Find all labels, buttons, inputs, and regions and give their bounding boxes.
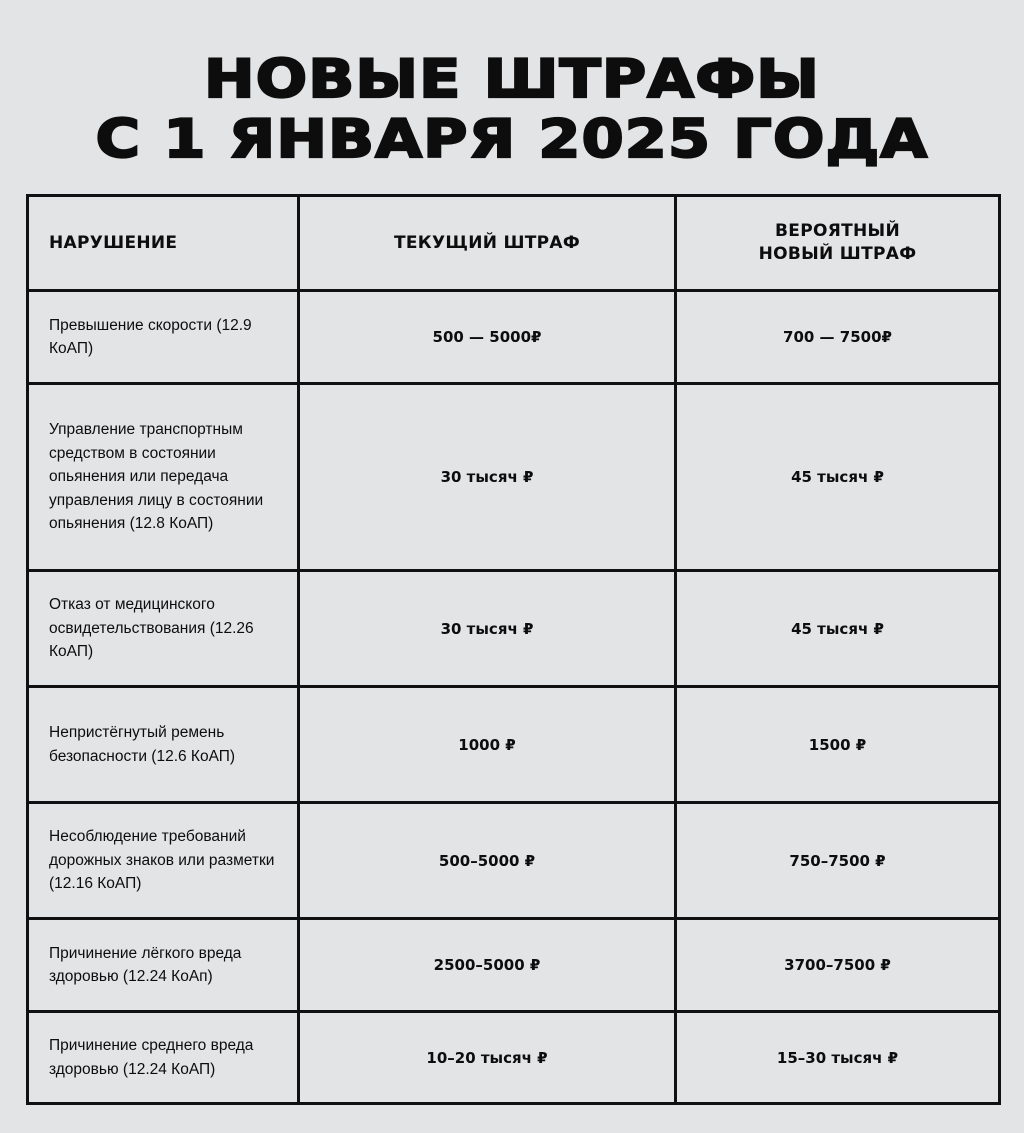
current-fine-cell: 30 тысяч ₽ [299, 571, 676, 687]
current-fine-cell: 500–5000 ₽ [299, 803, 676, 919]
page-title [0, 50, 1024, 170]
violation-cell: Отказ от медицинского освидетельствования (12.26 КоАП) [28, 571, 299, 687]
title-line-2: С 1 ЯНВАРЯ 2025 ГОДА [95, 109, 929, 170]
violation-cell: Несоблюдение требований дорожных знаков или разметки (12.16 КоАП) [28, 803, 299, 919]
header-new-fine-line-2: НОВЫЙ ШТРАФ [758, 244, 917, 264]
violation-cell: Непристёгнутый ремень безопасности (12.6 КоАП) [28, 687, 299, 803]
table-row [28, 291, 1000, 384]
current-fine-cell: 2500–5000 ₽ [299, 919, 676, 1012]
new-fine-cell: 45 тысяч ₽ [676, 384, 1000, 571]
current-fine-cell: 10–20 тысяч ₽ [299, 1012, 676, 1104]
title-line-1: НОВЫЕ ШТРАФЫ [204, 49, 820, 110]
header-new-fine [676, 196, 1000, 291]
table-row [28, 687, 1000, 803]
current-fine-cell: 30 тысяч ₽ [299, 384, 676, 571]
header-violation: НАРУШЕНИЕ [28, 196, 299, 291]
table-row [28, 1012, 1000, 1104]
table-row [28, 919, 1000, 1012]
table-row [28, 803, 1000, 919]
new-fine-cell: 750–7500 ₽ [676, 803, 1000, 919]
table-header-row [28, 196, 1000, 291]
current-fine-cell: 500 — 5000₽ [299, 291, 676, 384]
table-row [28, 384, 1000, 571]
new-fine-cell: 1500 ₽ [676, 687, 1000, 803]
violation-cell: Управление транспортным средством в состоянии опьянения или передача управления лицу в состоянии опьянения (12.8 КоАП) [28, 384, 299, 571]
fines-table [26, 194, 1001, 1105]
current-fine-cell: 1000 ₽ [299, 687, 676, 803]
violation-cell: Причинение среднего вреда здоровью (12.24 КоАП) [28, 1012, 299, 1104]
new-fine-cell: 45 тысяч ₽ [676, 571, 1000, 687]
violation-cell: Превышение скорости (12.9 КоАП) [28, 291, 299, 384]
header-current-fine: ТЕКУЩИЙ ШТРАФ [299, 196, 676, 291]
header-new-fine-line-1: ВЕРОЯТНЫЙ [775, 221, 900, 241]
new-fine-cell: 3700–7500 ₽ [676, 919, 1000, 1012]
new-fine-cell: 15–30 тысяч ₽ [676, 1012, 1000, 1104]
violation-cell: Причинение лёгкого вреда здоровью (12.24 КоАп) [28, 919, 299, 1012]
table-row [28, 571, 1000, 687]
new-fine-cell: 700 — 7500₽ [676, 291, 1000, 384]
